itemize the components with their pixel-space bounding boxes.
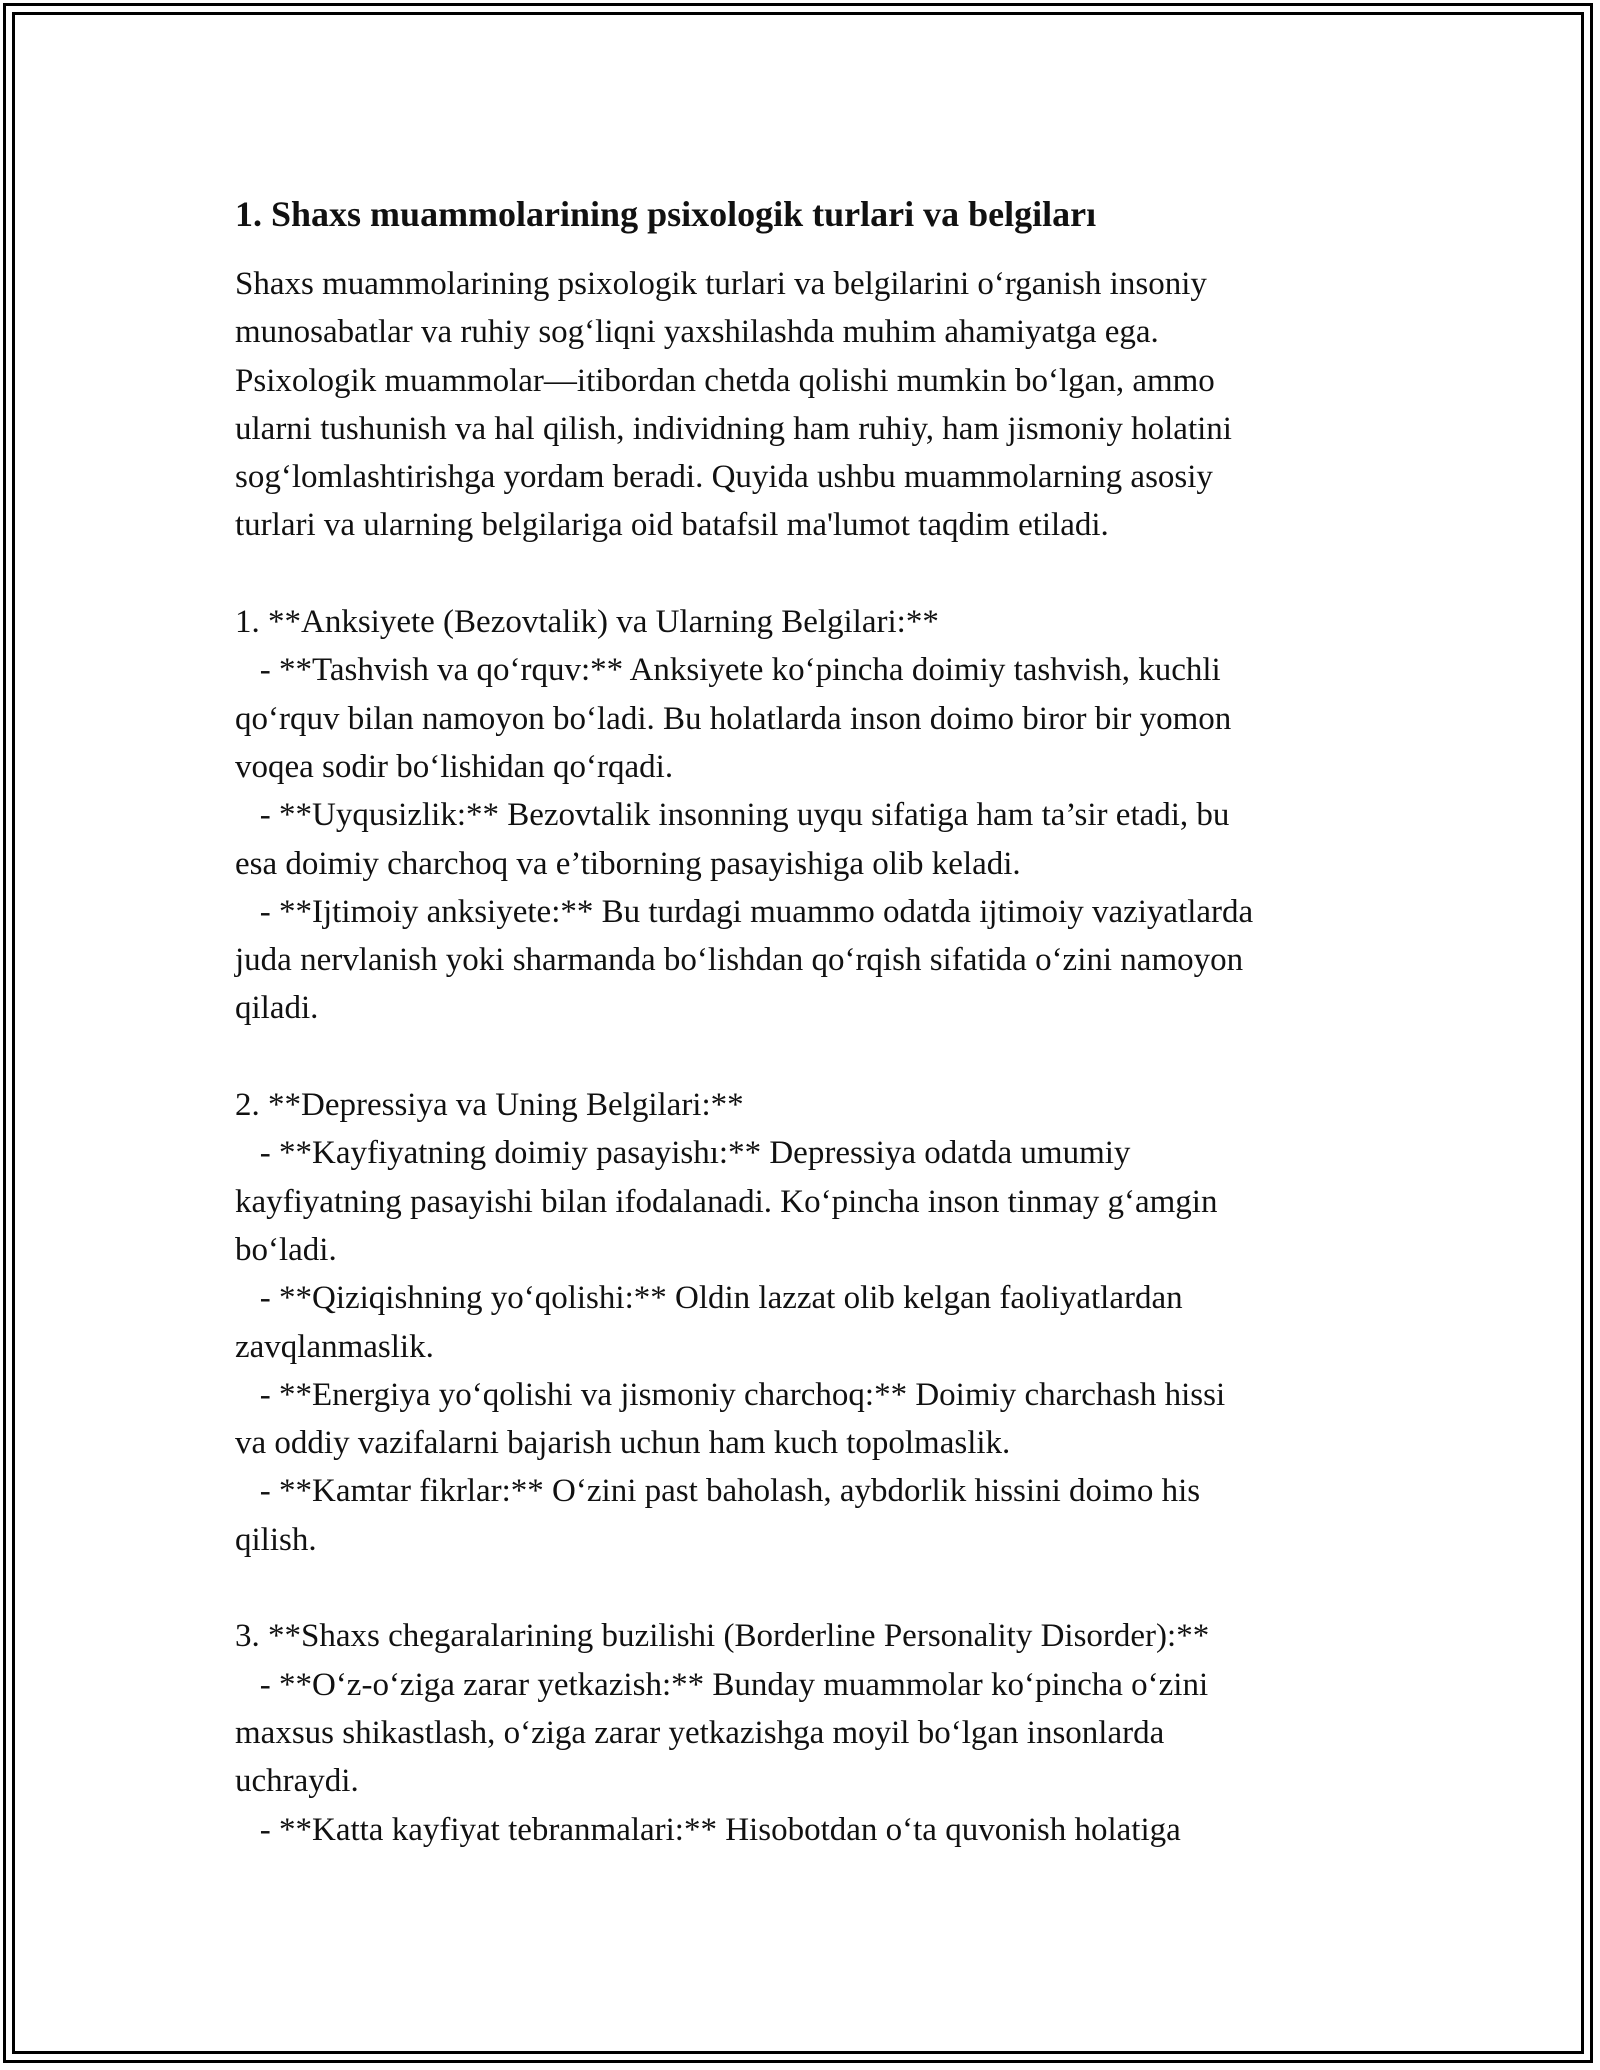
body-line: - **Kamtar fikrlar:** Oʻzini past baholash, aybdorlik hissini doimo his (235, 1473, 1201, 1510)
body-line: boʻladi. (235, 1231, 337, 1268)
page-title: 1. Shaxs muammolarining psixologik turlari va belgiları (235, 194, 1097, 234)
body-line: zavqlanmaslik. (235, 1328, 434, 1365)
body-line: - **Ijtimoiy anksiyete:** Bu turdagi muammo odatda ijtimoiy vaziyatlarda (235, 893, 1254, 930)
body-line: - **Tashvish va qoʻrquv:** Anksiyete koʻpincha doimiy tashvish, kuchli (235, 652, 1221, 689)
body-line: Psixologik muammolar—itibordan chetda qolishi mumkin boʻlgan, ammo (235, 362, 1215, 399)
body-line: maxsus shikastlash, oʻziga zarar yetkazishga moyil boʻlgan insonlarda (235, 1714, 1165, 1751)
body-line: qilish. (235, 1521, 317, 1558)
body-line: - **Qiziqishning yoʻqolishi:** Oldin lazzat olib kelgan faoliyatlardan (235, 1280, 1183, 1317)
body-line: kayfiyatning pasayishi bilan ifodalanadi. Koʻpincha inson tinmay gʻamgin (235, 1183, 1218, 1220)
body-line: - **Energiya yoʻqolishi va jismoniy charchoq:** Doimiy charchash hissi (235, 1376, 1226, 1413)
body-line: uchraydi. (235, 1763, 359, 1800)
body-line: - **Katta kayfiyat tebranmalari:** Hisobotdan oʻta quvonish holatiga (235, 1811, 1181, 1848)
section-heading: 3. **Shaxs chegaralarining buzilishi (Borderline Personality Disorder):** (235, 1618, 1210, 1655)
body-line: ularni tushunish va hal qilish, individning ham ruhiy, ham jismoniy holatini (235, 410, 1232, 447)
body-line: turlari va ularning belgilariga oid batafsil ma'lumot taqdim etiladi. (235, 507, 1109, 544)
body-line: sogʻlomlashtirishga yordam beradi. Quyida ushbu muammolarning asosiy (235, 459, 1213, 496)
body-line: Shaxs muammolarining psixologik turlari va belgilarini oʻrganish insoniy (235, 266, 1207, 302)
body-line: - **Kayfiyatning doimiy pasayishı:** Depressiya odatda umumiy (235, 1135, 1131, 1172)
body-line: juda nervlanish yoki sharmanda boʻlishdan qoʻrqish sifatida oʻzini namoyon (235, 942, 1244, 979)
body-line: voqea sodir boʻlishidan qoʻrqadi. (235, 748, 674, 785)
blank-line (235, 550, 1385, 598)
body-line: - **Oʻz-oʻziga zarar yetkazish:** Bunday muammolar koʻpincha oʻzini (235, 1666, 1209, 1703)
document-body (235, 260, 1385, 1854)
blank-line (235, 1564, 1385, 1612)
section-heading: 2. **Depressiya va Uning Belgilari:** (235, 1087, 744, 1124)
blank-line (235, 1033, 1385, 1081)
body-line: - **Uyqusizlik:** Bezovtalik insonning uyqu sifatiga ham ta’sir etadi, bu (235, 797, 1230, 834)
document-page (235, 190, 1385, 1854)
body-line: va oddiy vazifalarni bajarish uchun ham kuch topolmaslik. (235, 1425, 1011, 1462)
body-line: munosabatlar va ruhiy sogʻliqni yaxshilashda muhim ahamiyatga ega. (235, 314, 1159, 351)
section-heading: 1. **Anksiyete (Bezovtalik) va Ularning Belgilari:** (235, 604, 939, 641)
body-line: qoʻrquv bilan namoyon boʻladi. Bu holatlarda inson doimo biror bir yomon (235, 700, 1232, 737)
body-line: qiladi. (235, 990, 319, 1027)
body-line: esa doimiy charchoq va e’tiborning pasayishiga olib keladi. (235, 845, 1021, 882)
